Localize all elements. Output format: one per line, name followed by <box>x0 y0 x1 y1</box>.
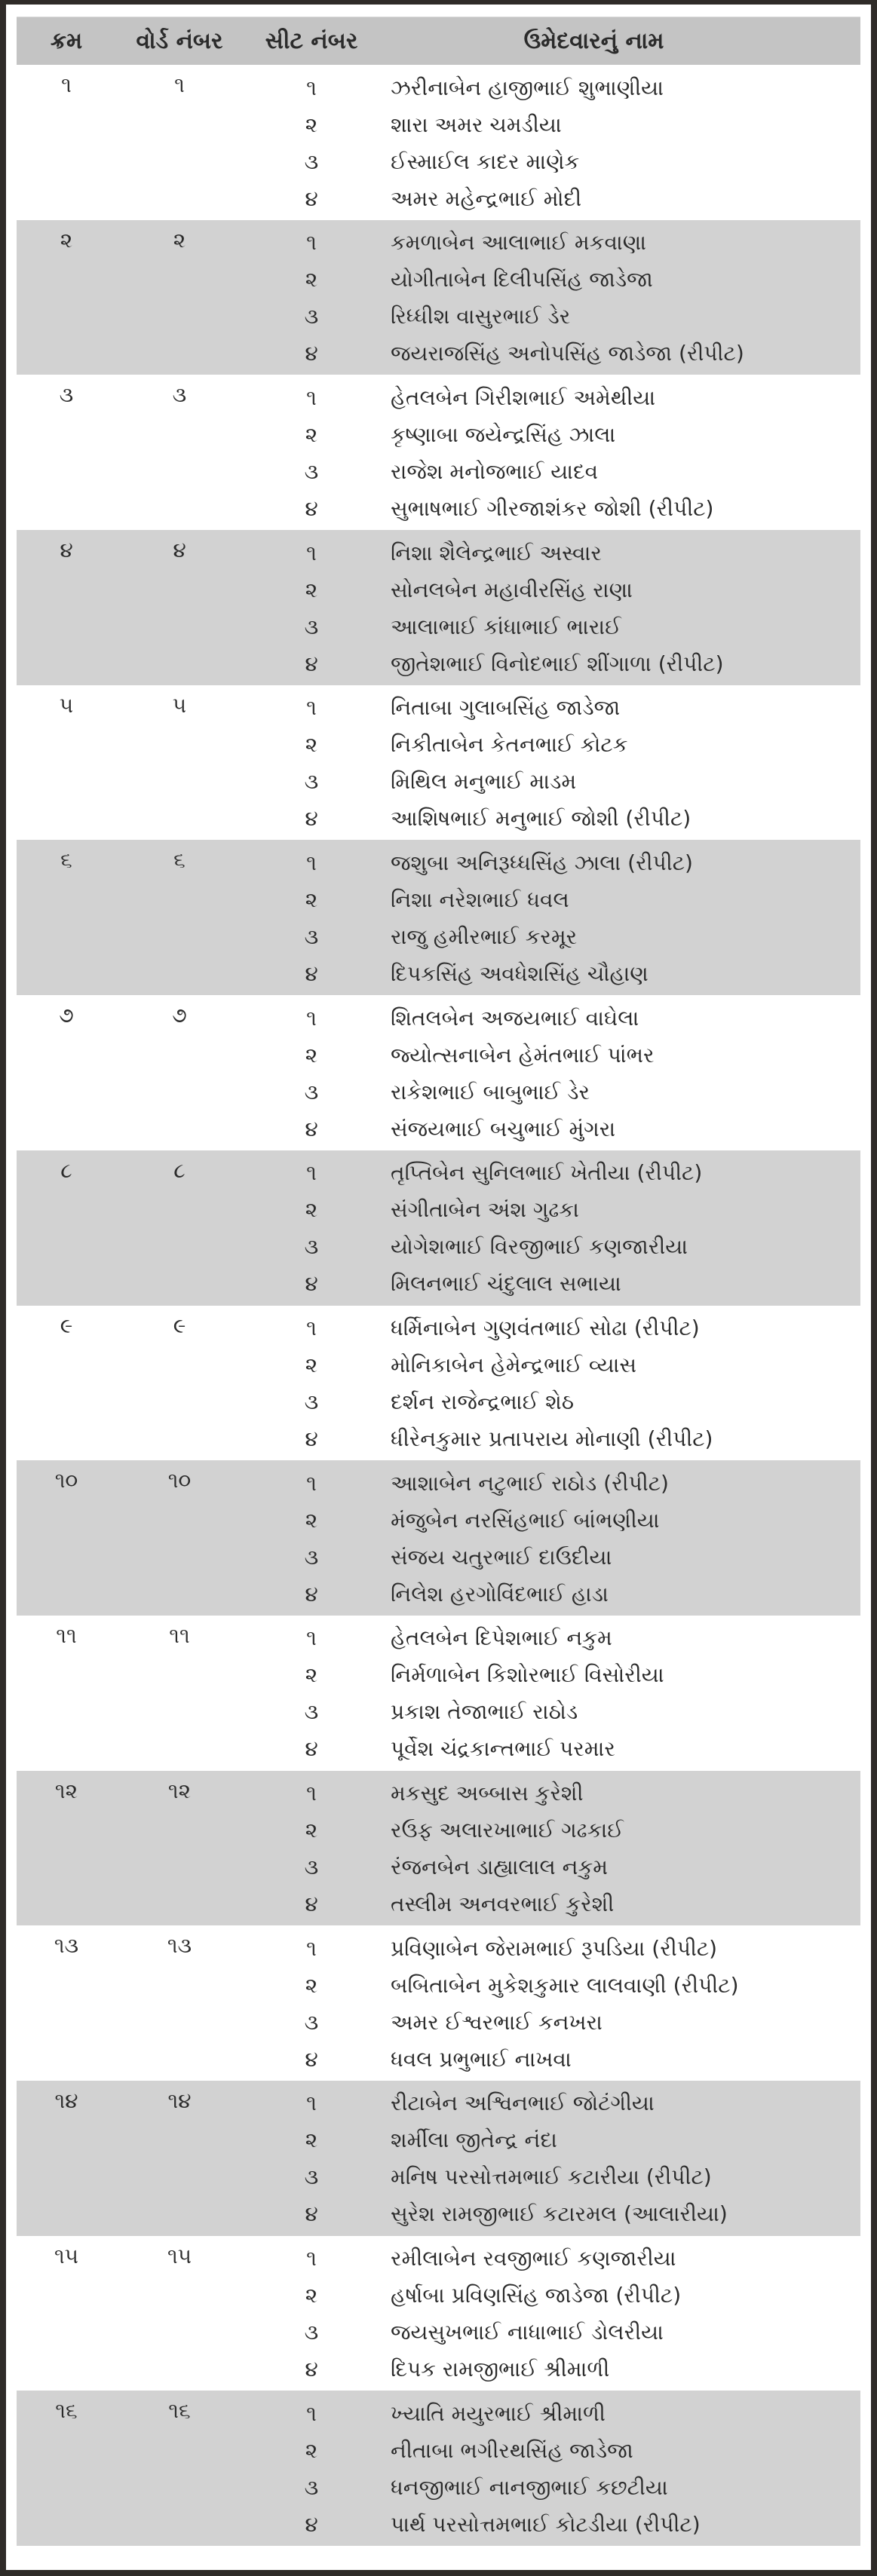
seat-number: ૧ <box>306 1781 317 1806</box>
table-row <box>243 608 860 645</box>
candidate-name: જયરાજસિંહ અનોપસિંહ જાડેજા (રીપીટ) <box>391 341 744 366</box>
seat-number: ૩ <box>304 614 319 639</box>
candidate-name: ખ્યાતિ મયુરભાઈ શ્રીમાળી <box>391 2400 606 2426</box>
seat-number: ૨ <box>305 1507 318 1533</box>
seat-number: ૨ <box>305 1197 318 1223</box>
table-row <box>243 1657 860 1694</box>
seat-number: ૧ <box>306 2091 317 2116</box>
ward-number: ૬ <box>173 847 186 873</box>
candidate-name: આશિષભાઈ મનુભાઈ જોશી (રીપીટ) <box>391 806 691 832</box>
table-row <box>243 379 860 416</box>
seat-number: ૧ <box>306 1160 317 1186</box>
candidate-name: મંજુબેન નરસિંહભાઈ બાંભણીયા <box>391 1507 660 1533</box>
table-row <box>243 106 860 143</box>
table-row <box>243 1266 860 1303</box>
ward-group <box>17 530 860 685</box>
seat-number: ૨ <box>305 1352 318 1377</box>
serial-number: ૪ <box>60 538 73 563</box>
seat-number: ૧ <box>306 540 317 565</box>
candidate-name: દિપક રામજીભાઈ શ્રીમાળી <box>391 2357 610 2382</box>
table-header <box>17 17 860 65</box>
candidate-name: શર્મીલા જીતેન્દ્ર નંદા <box>391 2127 557 2153</box>
serial-number: ૧૪ <box>54 2087 78 2113</box>
seat-number: ૨ <box>305 2437 318 2463</box>
seat-number: ૨ <box>305 577 318 602</box>
table-row <box>243 453 860 490</box>
table-row <box>243 1310 860 1347</box>
seat-number: ૪ <box>305 185 318 211</box>
ward-number: ૧ <box>174 72 185 97</box>
seat-number: ૧ <box>306 1316 317 1340</box>
candidate-name: મિલનભાઈ ચંદુલાલ સભાયા <box>391 1271 621 1297</box>
ward-group <box>17 2391 860 2546</box>
table-row <box>243 534 860 571</box>
candidate-name: પૂર્વેશ ચંદ્રકાન્તભાઈ પરમાર <box>391 1736 615 1762</box>
candidate-name: શારા અમર ચમડીયા <box>391 112 562 137</box>
candidate-name: હેતલબેન દિપેશભાઈ નકુમ <box>391 1625 612 1651</box>
candidate-name: બબિતાબેન મુકેશકુમાર લાલવાણી (રીપીટ) <box>391 1972 739 1998</box>
ward-number: ૨ <box>173 227 186 253</box>
header-ward-number: વોર્ડ નંબર <box>136 28 223 54</box>
candidate-name: રિધ્ધીશ વાસુરભાઈ ડેર <box>391 304 571 329</box>
candidate-name: હર્ષાબા પ્રવિણસિંહ જાડેજા (રીપીટ) <box>391 2283 682 2308</box>
serial-number: ૯ <box>60 1313 73 1338</box>
seat-number: ૩ <box>304 1234 319 1260</box>
seat-number: ૨ <box>305 1818 318 1843</box>
candidate-name: કૃષ્ણાબા જયેન્દ્રસિંહ ઝાલા <box>391 421 616 447</box>
table-row <box>243 262 860 299</box>
seat-number: ૨ <box>305 1662 318 1688</box>
seat-number: ૪ <box>305 1271 318 1297</box>
table-row <box>243 2041 860 2078</box>
table-row <box>243 2159 860 2196</box>
candidate-name: ધીરેનકુમાર પ્રતાપરાય મોનાણી (રીપીટ) <box>391 1426 713 1451</box>
seat-number: ૧ <box>306 850 317 875</box>
ward-number: ૮ <box>173 1157 186 1183</box>
seat-number: ૨ <box>305 2127 318 2153</box>
seat-number: ૩ <box>304 2164 319 2190</box>
table-body <box>17 65 860 2546</box>
seat-number: ૧ <box>306 1005 317 1031</box>
table-row <box>243 1037 860 1074</box>
candidate-name: સોનલબેન મહાવીરસિંહ રાણા <box>391 577 633 602</box>
table-row <box>243 1074 860 1110</box>
ward-group <box>17 1771 860 1926</box>
candidate-name: જશુબા અનિરૂધ્ધસિંહ ઝાલા (રીપીટ) <box>391 850 693 875</box>
seat-number: ૪ <box>305 1891 318 1917</box>
seat-number: ૪ <box>305 341 318 366</box>
candidate-name: સુરેશ રામજીભાઈ કટારમલ (આલારીયા) <box>391 2201 728 2227</box>
seat-number: ૨ <box>305 421 318 447</box>
table-row <box>243 1421 860 1458</box>
table-row <box>243 1849 860 1886</box>
seat-number: ૪ <box>305 495 318 521</box>
table-row <box>243 1110 860 1147</box>
seat-number: ૨ <box>305 887 318 912</box>
ward-number: ૧૫ <box>167 2243 192 2268</box>
seat-number: ૪ <box>305 1581 318 1607</box>
candidate-name: રીટાબેન અશ્વિનભાઈ જોટંગીયા <box>391 2091 655 2116</box>
seat-number: ૧ <box>306 2400 317 2426</box>
seat-number: ૩ <box>304 304 319 329</box>
table-row <box>243 1930 860 1967</box>
seat-number: ૧ <box>306 695 317 721</box>
ward-number: ૧૬ <box>168 2398 191 2424</box>
candidate-name: નિશા નરેશભાઈ ધવલ <box>391 887 569 912</box>
table-row <box>243 764 860 801</box>
ward-group <box>17 1616 860 1771</box>
seat-number: ૩ <box>304 2009 319 2035</box>
table-row <box>243 1155 860 1192</box>
candidate-name: પ્રકાશ તેજાભાઈ રાઠોડ <box>391 1699 578 1725</box>
seat-number: ૨ <box>305 732 318 758</box>
candidate-name: અમર ઈશ્વરભાઈ કનખરા <box>391 2009 603 2035</box>
ward-number: ૯ <box>173 1313 186 1338</box>
candidate-name: રંજનબેન ડાહ્યાલાલ નકુમ <box>391 1855 609 1880</box>
serial-number: ૧૩ <box>54 1933 79 1959</box>
seat-number: ૧ <box>306 1625 317 1651</box>
table-row <box>243 1229 860 1266</box>
table-row <box>243 1502 860 1539</box>
table-row <box>243 918 860 955</box>
seat-number: ૩ <box>304 1079 319 1104</box>
table-row <box>243 1000 860 1037</box>
seat-number: ૧ <box>306 1935 317 1961</box>
candidate-name: યોગેશભાઈ વિરજીભાઈ કણજારીયા <box>391 1234 688 1260</box>
candidate-name: ધવલ પ્રભુભાઈ નાખવા <box>391 2046 572 2072</box>
candidate-name: પાર્થ પરસોત્તમભાઈ કોટડીયા (રીપીટ) <box>391 2511 701 2537</box>
ward-group <box>17 995 860 1150</box>
table-row <box>243 2122 860 2159</box>
serial-number: ૧૬ <box>55 2398 78 2424</box>
ward-group <box>17 685 860 841</box>
candidate-name: રાજેશ મનોજભાઈ યાદવ <box>391 458 599 484</box>
ward-number: ૧૨ <box>167 1778 192 1803</box>
seat-number: ૪ <box>305 2046 318 2072</box>
table-row <box>243 2196 860 2233</box>
seat-number: ૪ <box>305 1426 318 1451</box>
table-row <box>243 1694 860 1731</box>
ward-group <box>17 2236 860 2391</box>
candidate-name: અમર મહેન્દ્રભાઈ મોદી <box>391 185 582 211</box>
serial-number: ૫ <box>59 692 74 718</box>
candidate-name: આશાબેન નટુભાઈ રાઠોડ (રીપીટ) <box>391 1470 669 1496</box>
seat-number: ૪ <box>305 2357 318 2382</box>
candidate-name: રમીલાબેન રવજીભાઈ કણજારીયા <box>391 2246 676 2271</box>
ward-number: ૩ <box>172 382 187 408</box>
table-row <box>243 180 860 217</box>
header-seat-number: સીટ નંબર <box>265 28 358 54</box>
seat-number: ૩ <box>304 1699 319 1725</box>
candidate-name: નિશા શૈલેન્દ્રભાઈ અસ્વાર <box>391 540 602 565</box>
seat-number: ૪ <box>305 1736 318 1762</box>
seat-number: ૧ <box>306 230 317 256</box>
table-row <box>243 335 860 372</box>
table-row <box>243 1539 860 1576</box>
table-row <box>243 955 860 992</box>
serial-number: ૮ <box>60 1157 72 1183</box>
ward-group <box>17 1150 860 1306</box>
table-row <box>243 1812 860 1849</box>
seat-number: ૪ <box>305 1116 318 1141</box>
ward-group <box>17 220 860 375</box>
seat-number: ૩ <box>304 149 319 174</box>
candidate-name: પ્રવિણાબેન જેરામભાઈ રૂપડિયા (રીપીટ) <box>391 1935 718 1961</box>
candidate-name: ધનજીભાઈ નાનજીભાઈ કછટીયા <box>391 2474 668 2500</box>
seat-number: ૨ <box>305 267 318 293</box>
serial-number: ૧ <box>61 72 72 97</box>
table-row <box>243 143 860 180</box>
table-row <box>243 1775 860 1812</box>
serial-number: ૧૦ <box>54 1468 78 1493</box>
candidate-table <box>17 17 860 2546</box>
table-row <box>243 2004 860 2041</box>
table-row <box>243 1347 860 1384</box>
table-row <box>243 2277 860 2314</box>
seat-number: ૩ <box>304 1544 319 1570</box>
ward-group <box>17 840 860 995</box>
table-row <box>243 2506 860 2543</box>
ward-number: ૧૪ <box>167 2087 192 2113</box>
table-row <box>243 1620 860 1657</box>
candidate-name: રાજુ હમીરભાઈ કરમૂર <box>391 924 578 949</box>
seat-number: ૪ <box>305 651 318 676</box>
seat-number: ૧ <box>306 384 317 410</box>
ward-group <box>17 1306 860 1461</box>
candidate-name: જ્યોત્સનાબેન હેમંતભાઈ પાંભર <box>391 1042 655 1067</box>
table-row <box>243 2085 860 2122</box>
seat-number: ૪ <box>305 960 318 986</box>
seat-number: ૧ <box>306 2246 317 2271</box>
candidate-name: રાકેશભાઈ બાબુભાઈ ડેર <box>391 1079 590 1104</box>
seat-number: ૩ <box>304 769 319 795</box>
seat-number: ૨ <box>305 1972 318 1998</box>
table-row <box>243 571 860 608</box>
seat-number: ૧ <box>306 1470 317 1496</box>
table-row <box>243 727 860 764</box>
table-row <box>243 2432 860 2469</box>
candidate-name: નિકીતાબેન કેતનભાઈ કોટક <box>391 732 628 758</box>
candidate-name: તૃપ્તિબેન સુનિલભાઈ ખેતીયા (રીપીટ) <box>391 1160 703 1186</box>
table-row <box>243 690 860 727</box>
table-row <box>243 1576 860 1613</box>
candidate-name: આલાભાઈ કાંધાભાઈ ભારાઈ <box>391 614 621 639</box>
seat-number: ૨ <box>305 2283 318 2308</box>
serial-number: ૩ <box>59 382 74 408</box>
candidate-name: ધર્મિનાબેન ગુણવંતભાઈ સોઢા (રીપીટ) <box>391 1316 700 1340</box>
ward-number: ૧૦ <box>167 1468 192 1493</box>
table-row <box>243 801 860 838</box>
table-row <box>243 299 860 335</box>
candidate-name: મોનિકાબેન હેમેન્દ્રભાઈ વ્યાસ <box>391 1352 637 1377</box>
candidate-name: સંજયભાઈ બચુભાઈ મુંગરા <box>391 1116 616 1141</box>
seat-number: ૨ <box>305 112 318 137</box>
table-row <box>243 225 860 262</box>
seat-number: ૨ <box>305 1042 318 1067</box>
candidate-name: મકસુદ અબ્બાસ કુરેશી <box>391 1781 584 1806</box>
ward-number: ૧૩ <box>167 1933 192 1959</box>
table-row <box>243 1465 860 1502</box>
seat-number: ૪ <box>305 806 318 832</box>
ward-group <box>17 375 860 530</box>
candidate-name: ઈસ્માઈલ કાદર માણેક <box>391 149 580 174</box>
header-candidate-name: ઉમેદવારનું નામ <box>523 28 664 54</box>
candidate-name: સુભાષભાઈ ગીરજાશંકર જોશી (રીપીટ) <box>391 495 714 521</box>
candidate-name: સંજય ચતુરભાઈ દાઉદીયા <box>391 1544 612 1570</box>
candidate-name: નિર્મળાબેન કિશોરભાઈ વિસોરીયા <box>391 1662 664 1688</box>
candidate-name: નીતાબા ભગીરથસિંહ જાડેજા <box>391 2437 633 2463</box>
candidate-name: સંગીતાબેન અંશ ગુઢકા <box>391 1197 579 1223</box>
serial-number: ૧૨ <box>54 1778 78 1803</box>
table-row <box>243 844 860 881</box>
seat-number: ૧ <box>306 75 317 100</box>
ward-group <box>17 1925 860 2081</box>
header-serial: ક્રમ <box>50 28 83 54</box>
serial-number: ૭ <box>59 1003 74 1028</box>
ward-group <box>17 65 860 220</box>
ward-number: ૭ <box>172 1003 187 1028</box>
table-row <box>243 881 860 918</box>
serial-number: ૨ <box>60 227 73 253</box>
candidate-name: મનિષ પરસોત્તમભાઈ કટારીયા (રીપીટ) <box>391 2164 712 2190</box>
table-row <box>243 1967 860 2004</box>
candidate-name: મિથિલ મનુભાઈ માડમ <box>391 769 577 795</box>
seat-number: ૪ <box>305 2201 318 2227</box>
candidate-name: નિલેશ હરગોવિંદભાઈ હાડા <box>391 1581 609 1607</box>
table-row <box>243 2241 860 2277</box>
candidate-name: દિપકસિંહ અવધેશસિંહ ચૌહાણ <box>391 960 649 986</box>
seat-number: ૩ <box>304 1855 319 1880</box>
serial-number: ૧૧ <box>56 1622 77 1648</box>
table-row <box>243 2351 860 2388</box>
serial-number: ૧૫ <box>54 2243 79 2268</box>
ward-number: ૫ <box>172 692 187 718</box>
candidate-name: દર્શન રાજેન્દ્રભાઈ શેઠ <box>391 1389 575 1414</box>
table-row <box>243 490 860 527</box>
ward-group <box>17 2081 860 2236</box>
candidate-name: હેતલબેન ગિરીશભાઈ અમેથીયા <box>391 384 656 410</box>
seat-number: ૩ <box>304 458 319 484</box>
seat-number: ૩ <box>304 924 319 949</box>
candidate-name: તસ્લીમ અનવરભાઈ કુરેશી <box>391 1891 615 1917</box>
serial-number: ૬ <box>60 847 72 873</box>
table-row <box>243 1886 860 1923</box>
table-row <box>243 1731 860 1768</box>
candidate-name: કમળાબેન આલાભાઈ મકવાણા <box>391 230 647 256</box>
table-row <box>243 69 860 106</box>
table-row <box>243 416 860 453</box>
candidate-name: રઉફ અલારખાભાઈ ગઢકાઈ <box>391 1818 624 1843</box>
table-row <box>243 645 860 682</box>
ward-number: ૪ <box>173 538 186 563</box>
table-row <box>243 1192 860 1229</box>
table-row <box>243 1384 860 1421</box>
candidate-name: જયસુખભાઈ નાધાભાઈ ડોલરીયા <box>391 2320 664 2345</box>
seat-number: ૩ <box>304 2320 319 2345</box>
candidate-name: જીતેશભાઈ વિનોદભાઈ શીંગાળા (રીપીટ) <box>391 651 724 676</box>
candidate-name: ઝરીનાબેન હાજીભાઈ શુભાણીયા <box>391 75 664 100</box>
candidate-name: નિતાબા ગુલાબસિંહ જાડેજા <box>391 695 621 721</box>
ward-number: ૧૧ <box>169 1622 190 1648</box>
table-row <box>243 2314 860 2351</box>
candidate-name: શિતલબેન અજયભાઈ વાઘેલા <box>391 1005 639 1031</box>
candidate-name: યોગીતાબેન દિલીપસિંહ જાડેજા <box>391 267 653 293</box>
seat-number: ૩ <box>304 1389 319 1414</box>
table-row <box>243 2395 860 2432</box>
seat-number: ૩ <box>304 2474 319 2500</box>
ward-group <box>17 1460 860 1616</box>
seat-number: ૪ <box>305 2511 318 2537</box>
table-row <box>243 2469 860 2506</box>
